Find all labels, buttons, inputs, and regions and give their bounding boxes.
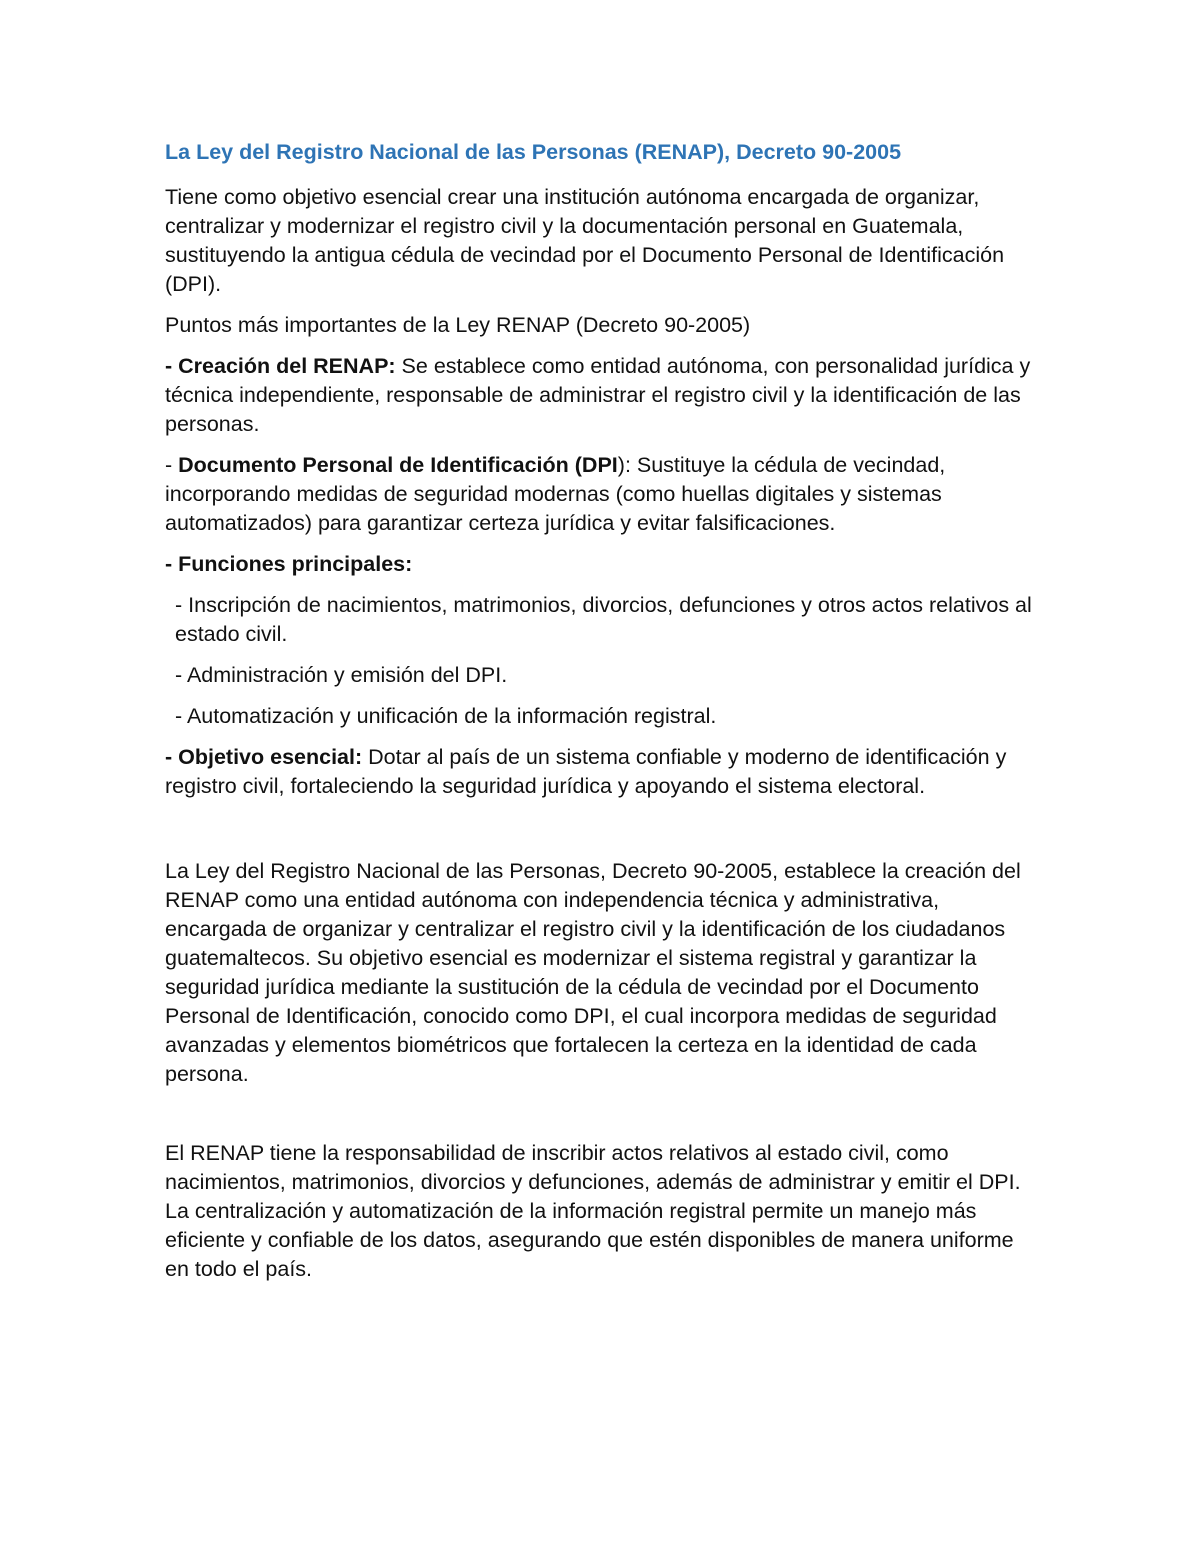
point-creacion-label: - Creación del RENAP: [165,354,396,378]
point-dpi-text: ): Sustituye la cédula de vecindad, incorporando medidas de seguridad modernas (como huellas digitales y sistemas automatizados) para garantizar certeza jurídica y evitar falsificaciones. [165,453,946,535]
point-objetivo [165,743,1040,801]
funciones-item-1: - Inscripción de nacimientos, matrimonios, divorcios, defunciones y otros actos relativos al estado civil. [175,593,1032,646]
paragraph-2: La Ley del Registro Nacional de las Personas, Decreto 90-2005, establece la creación del RENAP como una entidad autónoma con independencia técnica y administrativa, encargada de organizar y centralizar el registro civil y la identificación de los ciudadanos guatemaltecos. Su objetivo esencial es modernizar el sistema registral y garantizar la seguridad jurídica mediante la sustitución de la cédula de vecindad por el Documento Personal de Identificación, conocido como DPI, el cual incorpora medidas de seguridad avanzadas y elementos biométricos que fortalecen la certeza en la identidad de cada persona. [165,859,1021,1086]
point-dpi-label: Documento Personal de Identificación (DPI [178,453,618,477]
point-dpi-prefix: - [165,453,179,477]
points-title: Puntos más importantes de la Ley RENAP (Decreto 90-2005) [165,313,751,337]
paragraph-3: El RENAP tiene la responsabilidad de inscribir actos relativos al estado civil, como nacimientos, matrimonios, divorcios y defunciones, además de administrar y emitir el DPI. La centralización y automatización de la información registral permite un manejo más eficiente y confiable de los datos, asegurando que estén disponibles de manera uniforme en todo el país. [165,1141,1021,1281]
point-funciones [165,550,1040,579]
funciones-item-3: - Automatización y unificación de la información registral. [175,704,717,728]
document-page [165,138,1040,1296]
point-creacion [165,352,1040,439]
intro-paragraph: Tiene como objetivo esencial crear una institución autónoma encargada de organizar, centralizar y modernizar el registro civil y la documentación personal en Guatemala, sustituyendo la antigua cédula de vecindad por el Documento Personal de Identificación (DPI). [165,185,1005,296]
point-dpi [165,451,1040,538]
point-objetivo-text: Dotar al país de un sistema confiable y moderno de identificación y registro civil, fortaleciendo la seguridad jurídica y apoyando el sistema electoral. [165,745,1007,798]
point-creacion-text: Se establece como entidad autónoma, con personalidad jurídica y técnica independiente, responsable de administrar el registro civil y la identificación de las personas. [165,354,1031,436]
funciones-item-2: - Administración y emisión del DPI. [175,663,508,687]
point-funciones-label: - Funciones principales: [165,552,413,576]
document-heading: La Ley del Registro Nacional de las Personas (RENAP), Decreto 90-2005 [165,140,902,164]
point-objetivo-label: - Objetivo esencial: [165,745,363,769]
